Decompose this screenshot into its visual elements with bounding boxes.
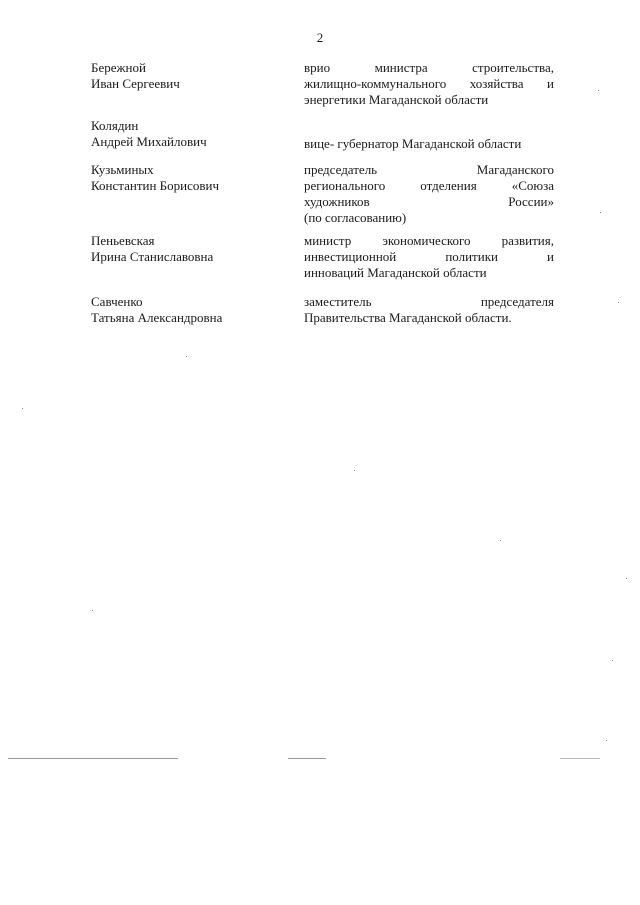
scan-line-artifact bbox=[288, 758, 326, 759]
scan-speck bbox=[500, 540, 501, 541]
scan-speck bbox=[354, 470, 355, 471]
position-line: художников России» bbox=[304, 194, 554, 209]
scan-speck bbox=[600, 212, 601, 213]
member-position bbox=[304, 162, 554, 226]
member-name bbox=[91, 60, 291, 92]
member-position bbox=[304, 60, 554, 108]
position-line: врио министра строительства, bbox=[304, 60, 554, 75]
position-line: заместитель председателя bbox=[304, 294, 554, 309]
position-line: регионального отделения «Союза bbox=[304, 178, 554, 193]
member-name bbox=[91, 233, 291, 265]
member-given-names: Константин Борисович bbox=[91, 178, 219, 193]
scan-speck bbox=[626, 578, 627, 579]
member-name bbox=[91, 162, 291, 194]
member-surname: Пеньевская bbox=[91, 233, 155, 248]
position-line: Правительства Магаданской области. bbox=[304, 310, 512, 325]
member-given-names: Ирина Станиславовна bbox=[91, 249, 214, 264]
position-line: энергетики Магаданской области bbox=[304, 92, 489, 107]
member-name bbox=[91, 294, 291, 326]
member-surname: Савченко bbox=[91, 294, 143, 309]
scan-speck bbox=[606, 740, 607, 741]
member-name bbox=[91, 118, 291, 150]
position-line: инвестиционной политики и bbox=[304, 249, 554, 264]
scan-line-artifact bbox=[560, 758, 600, 759]
member-surname: Кузьминых bbox=[91, 162, 154, 177]
scan-speck bbox=[22, 408, 23, 409]
position-line: председатель Магаданского bbox=[304, 162, 554, 177]
member-position bbox=[304, 233, 554, 281]
member-position bbox=[304, 136, 554, 152]
member-position bbox=[304, 294, 554, 326]
scan-speck bbox=[618, 302, 619, 303]
scan-speck bbox=[598, 90, 599, 91]
position-line: вице- губернатор Магаданской области bbox=[304, 136, 522, 151]
member-given-names: Татьяна Александровна bbox=[91, 310, 223, 325]
member-given-names: Иван Сергеевич bbox=[91, 76, 180, 91]
position-line: инноваций Магаданской области bbox=[304, 265, 487, 280]
scan-speck bbox=[186, 356, 187, 357]
position-line: (по согласованию) bbox=[304, 210, 407, 225]
member-surname: Колядин bbox=[91, 118, 139, 133]
position-line: министр экономического развития, bbox=[304, 233, 554, 248]
scan-speck bbox=[612, 660, 613, 661]
scan-line-artifact bbox=[8, 758, 178, 759]
page-number: 2 bbox=[316, 30, 324, 45]
member-given-names: Андрей Михайлович bbox=[91, 134, 207, 149]
position-line: жилищно-коммунального хозяйства и bbox=[304, 76, 554, 91]
scan-speck bbox=[92, 610, 93, 611]
member-surname: Бережной bbox=[91, 60, 146, 75]
